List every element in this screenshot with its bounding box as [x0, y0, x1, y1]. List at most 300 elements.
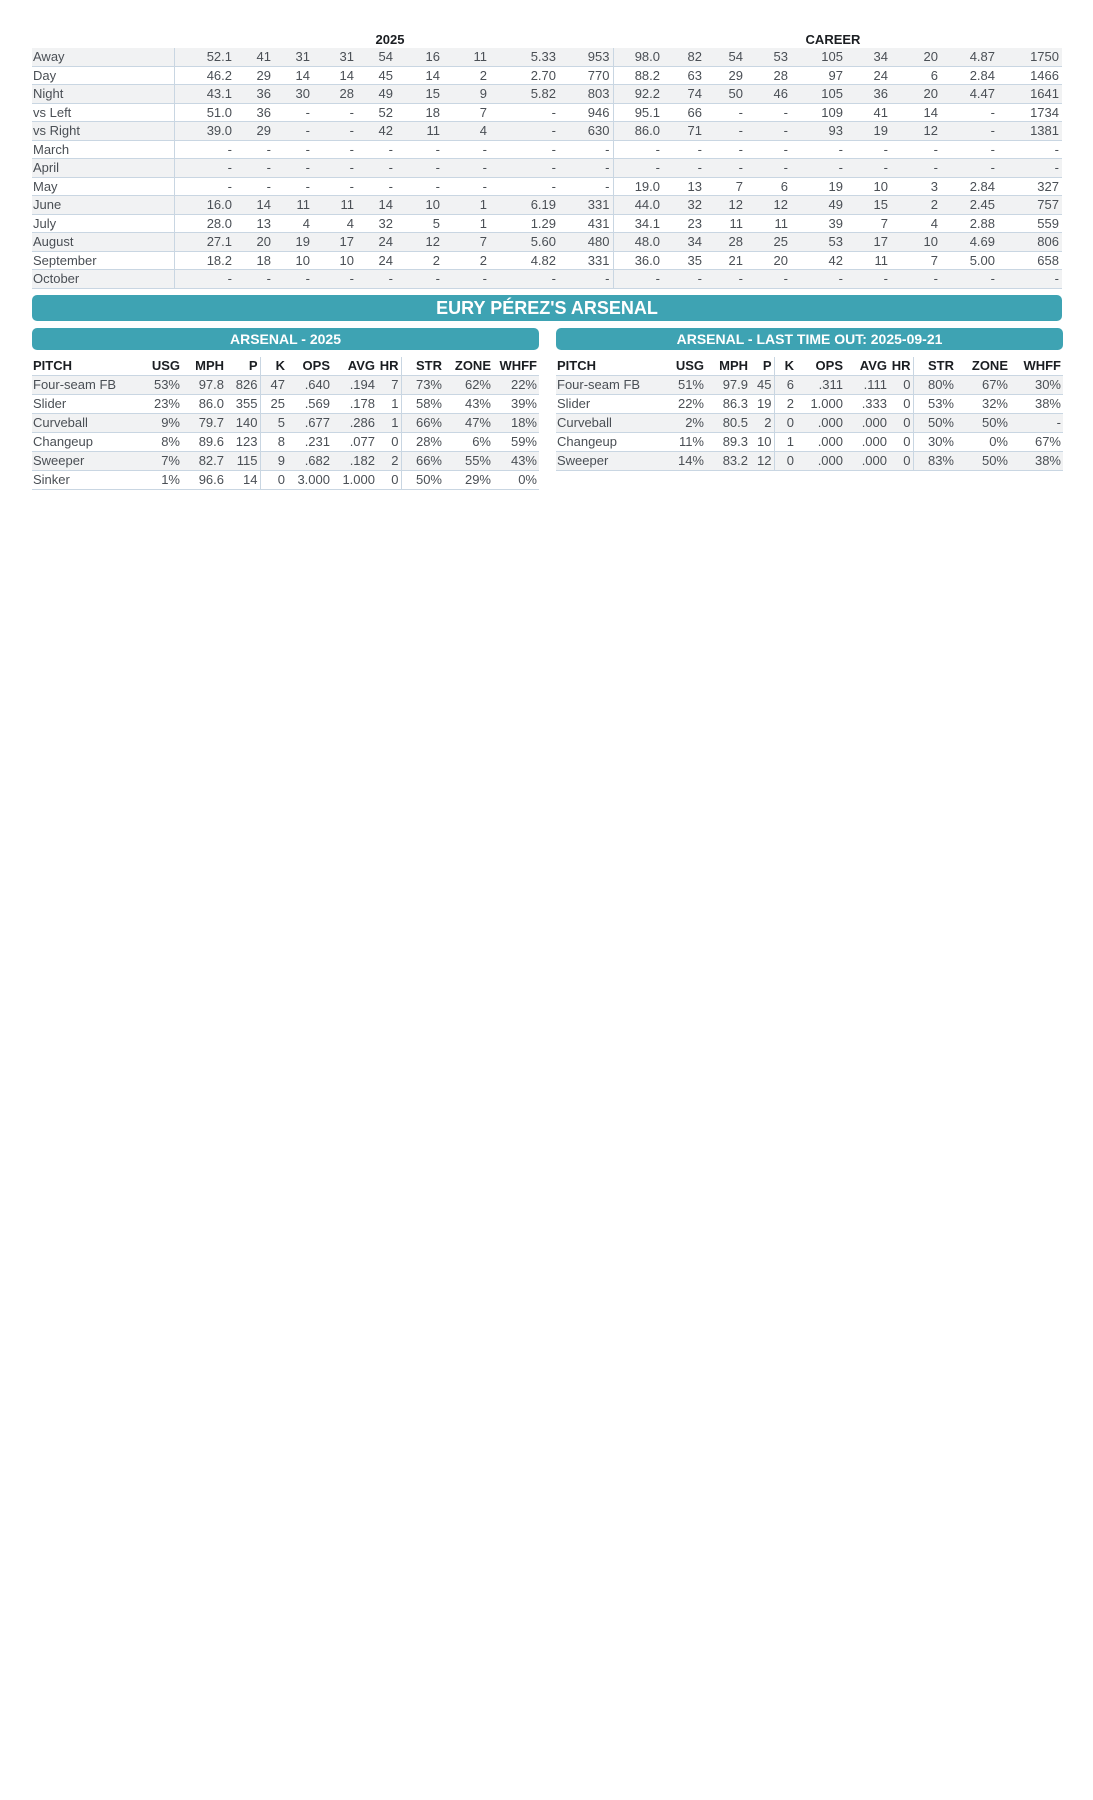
pitch-stat-cell: 51% — [668, 375, 706, 394]
pitch-stat-cell: 0 — [260, 470, 287, 489]
season-stat-cell: - — [490, 159, 559, 178]
pitch-stat-cell: 50% — [956, 451, 1010, 470]
season-stat-cell: - — [559, 177, 613, 196]
split-label: October — [32, 270, 174, 289]
column-header: WHFF — [1010, 357, 1063, 376]
career-stat-cell: 50 — [705, 85, 746, 104]
column-header: OPS — [796, 357, 845, 376]
pitch-stat-cell: 0 — [889, 432, 913, 451]
season-stat-cell: 31 — [274, 48, 313, 66]
split-row — [32, 66, 1062, 85]
season-stat-cell: 4 — [274, 214, 313, 233]
season-stat-cell: 7 — [443, 233, 490, 252]
page — [32, 30, 1062, 508]
career-stat-cell: 71 — [663, 122, 705, 141]
season-stat-cell: 2 — [443, 251, 490, 270]
career-stat-cell: 12 — [705, 196, 746, 215]
column-header: MPH — [182, 357, 226, 376]
career-stat-cell: 4.69 — [941, 233, 998, 252]
pitch-stat-cell: - — [1010, 413, 1063, 432]
pitch-name: Sweeper — [556, 451, 668, 470]
career-stat-cell: 3 — [891, 177, 941, 196]
career-stat-cell: 53 — [746, 48, 791, 66]
split-label: September — [32, 251, 174, 270]
season-stat-cell: - — [443, 140, 490, 159]
career-stat-cell: 19 — [846, 122, 891, 141]
column-header: P — [226, 357, 260, 376]
pitch-stat-cell: 355 — [226, 394, 260, 413]
season-stat-cell: 14 — [396, 66, 443, 85]
career-stat-cell: 1381 — [998, 122, 1062, 141]
career-stat-cell: 53 — [791, 233, 846, 252]
split-row — [32, 270, 1062, 289]
season-stat-cell: - — [559, 270, 613, 289]
pitch-stat-cell: 0% — [956, 432, 1010, 451]
season-stat-cell: 331 — [559, 251, 613, 270]
pitch-stat-cell: 7% — [144, 451, 182, 470]
pitch-stat-cell: 1 — [377, 394, 401, 413]
pitch-stat-cell: 11% — [668, 432, 706, 451]
column-header: USG — [144, 357, 182, 376]
career-stat-cell: 36 — [846, 85, 891, 104]
pitch-stat-cell: .231 — [287, 432, 332, 451]
split-row — [32, 214, 1062, 233]
pitch-row — [556, 394, 1063, 413]
pitch-stat-cell: 80% — [913, 375, 956, 394]
career-stat-cell: 28 — [746, 66, 791, 85]
pitch-row — [556, 375, 1063, 394]
pitch-stat-cell: 0 — [774, 413, 796, 432]
career-stat-cell: 11 — [846, 251, 891, 270]
column-header: USG — [668, 357, 706, 376]
pitch-stat-cell: 96.6 — [182, 470, 226, 489]
season-stat-cell: 14 — [235, 196, 274, 215]
pitch-stat-cell: .182 — [332, 451, 377, 470]
career-stat-cell: 1641 — [998, 85, 1062, 104]
career-stat-cell: 28 — [705, 233, 746, 252]
pitch-stat-cell: 53% — [913, 394, 956, 413]
career-stat-cell: 20 — [891, 48, 941, 66]
season-stat-cell: - — [357, 270, 396, 289]
pitch-stat-cell: 89.3 — [706, 432, 750, 451]
career-stat-cell: 15 — [846, 196, 891, 215]
splits-table — [32, 48, 1062, 289]
season-stat-cell: 803 — [559, 85, 613, 104]
season-stat-cell: - — [490, 177, 559, 196]
pitch-stat-cell: 62% — [444, 375, 493, 394]
pitch-stat-cell: .000 — [845, 432, 889, 451]
pitch-name: Slider — [556, 394, 668, 413]
column-header: HR — [889, 357, 913, 376]
pitch-stat-cell: .682 — [287, 451, 332, 470]
season-stat-cell: 32 — [357, 214, 396, 233]
pitch-stat-cell: .194 — [332, 375, 377, 394]
season-stat-cell: 39.0 — [174, 122, 235, 141]
season-stat-cell: 18 — [235, 251, 274, 270]
season-stat-cell: - — [174, 270, 235, 289]
season-stat-cell: 36 — [235, 103, 274, 122]
pitch-stat-cell: .111 — [845, 375, 889, 394]
pitch-stat-cell: 23% — [144, 394, 182, 413]
career-stat-cell: 658 — [998, 251, 1062, 270]
career-stat-cell: 19.0 — [613, 177, 663, 196]
season-stat-cell: - — [396, 140, 443, 159]
career-stat-cell: 74 — [663, 85, 705, 104]
season-stat-cell: 5.82 — [490, 85, 559, 104]
career-stat-cell: 6 — [891, 66, 941, 85]
column-header: AVG — [332, 357, 377, 376]
pitch-stat-cell: 18% — [493, 413, 539, 432]
pitch-stat-cell: 9 — [260, 451, 287, 470]
season-stat-cell: - — [313, 177, 357, 196]
pitch-stat-cell: .077 — [332, 432, 377, 451]
season-stat-cell: 43.1 — [174, 85, 235, 104]
pitch-stat-cell: 2 — [377, 451, 401, 470]
career-stat-cell: - — [705, 140, 746, 159]
column-header: WHFF — [493, 357, 539, 376]
pitch-stat-cell: 2 — [750, 413, 774, 432]
pitch-stat-cell: 5 — [260, 413, 287, 432]
season-stat-cell: 17 — [313, 233, 357, 252]
career-stat-cell: 327 — [998, 177, 1062, 196]
career-stat-cell: - — [891, 140, 941, 159]
career-stat-cell: 19 — [791, 177, 846, 196]
season-stat-cell: 5 — [396, 214, 443, 233]
season-stat-cell: 11 — [396, 122, 443, 141]
career-stat-cell: 7 — [705, 177, 746, 196]
split-row — [32, 122, 1062, 141]
career-stat-cell: 49 — [791, 196, 846, 215]
season-stat-cell: 5.33 — [490, 48, 559, 66]
career-stat-cell: 10 — [846, 177, 891, 196]
pitch-stat-cell: 58% — [401, 394, 444, 413]
career-stat-cell: - — [663, 270, 705, 289]
arsenal-2025-panel — [32, 328, 539, 490]
career-stat-cell: 13 — [663, 177, 705, 196]
pitch-stat-cell: 83% — [913, 451, 956, 470]
season-stat-cell: 16 — [396, 48, 443, 66]
season-stat-cell: 49 — [357, 85, 396, 104]
pitch-name: Curveball — [32, 413, 144, 432]
pitch-stat-cell: 1.000 — [332, 470, 377, 489]
pitch-row — [32, 394, 539, 413]
career-stat-cell: 105 — [791, 85, 846, 104]
pitch-row — [32, 451, 539, 470]
column-header: ZONE — [956, 357, 1010, 376]
career-stat-cell: 806 — [998, 233, 1062, 252]
career-stat-cell: - — [941, 140, 998, 159]
split-label: June — [32, 196, 174, 215]
column-header: STR — [401, 357, 444, 376]
career-stat-cell: - — [613, 140, 663, 159]
career-stat-cell: 29 — [705, 66, 746, 85]
season-stat-cell: - — [313, 122, 357, 141]
career-stat-cell: 93 — [791, 122, 846, 141]
season-stat-cell: - — [559, 159, 613, 178]
split-label: vs Right — [32, 122, 174, 141]
season-stat-cell: 7 — [443, 103, 490, 122]
pitch-stat-cell: 14 — [226, 470, 260, 489]
pitch-stat-cell: 0 — [377, 432, 401, 451]
pitch-stat-cell: 8% — [144, 432, 182, 451]
column-header: HR — [377, 357, 401, 376]
season-stat-cell: 4 — [313, 214, 357, 233]
season-stat-cell: - — [313, 270, 357, 289]
pitch-stat-cell: 0 — [889, 375, 913, 394]
pitch-stat-cell: 25 — [260, 394, 287, 413]
pitch-stat-cell: 97.9 — [706, 375, 750, 394]
pitch-stat-cell: 80.5 — [706, 413, 750, 432]
career-stat-cell: 2.84 — [941, 66, 998, 85]
career-stat-cell: 5.00 — [941, 251, 998, 270]
pitch-stat-cell: 7 — [377, 375, 401, 394]
pitch-stat-cell: 67% — [1010, 432, 1063, 451]
split-label: May — [32, 177, 174, 196]
career-stat-cell: 11 — [705, 214, 746, 233]
career-stat-cell: 2 — [891, 196, 941, 215]
pitch-row — [32, 413, 539, 432]
season-stat-cell: - — [490, 270, 559, 289]
pitch-stat-cell: 86.0 — [182, 394, 226, 413]
career-stat-cell: - — [613, 159, 663, 178]
career-stat-cell: - — [746, 122, 791, 141]
career-stat-cell: 105 — [791, 48, 846, 66]
pitch-name: Slider — [32, 394, 144, 413]
career-stat-cell: 2.45 — [941, 196, 998, 215]
pitch-name: Sinker — [32, 470, 144, 489]
career-stat-cell: 32 — [663, 196, 705, 215]
pitch-stat-cell: .000 — [845, 451, 889, 470]
season-stat-cell: 10 — [274, 251, 313, 270]
split-row — [32, 251, 1062, 270]
career-stat-cell: 10 — [891, 233, 941, 252]
career-stat-cell: - — [891, 159, 941, 178]
season-stat-cell: 14 — [313, 66, 357, 85]
season-stat-cell: 2 — [443, 66, 490, 85]
career-stat-cell: 42 — [791, 251, 846, 270]
season-stat-cell: 10 — [396, 196, 443, 215]
pitch-stat-cell: 2% — [668, 413, 706, 432]
pitch-stat-cell: 140 — [226, 413, 260, 432]
pitch-stat-cell: 79.7 — [182, 413, 226, 432]
pitch-stat-cell: 38% — [1010, 394, 1063, 413]
career-stat-cell: - — [663, 159, 705, 178]
season-stat-cell: - — [357, 177, 396, 196]
column-header: ZONE — [444, 357, 493, 376]
season-stat-cell: - — [274, 122, 313, 141]
season-stat-cell: 14 — [357, 196, 396, 215]
season-stat-cell: 29 — [235, 66, 274, 85]
column-header: OPS — [287, 357, 332, 376]
career-header: CAREER — [805, 32, 861, 47]
season-stat-cell: 54 — [357, 48, 396, 66]
career-stat-cell: 36.0 — [613, 251, 663, 270]
season-stat-cell: 41 — [235, 48, 274, 66]
career-stat-cell: 1466 — [998, 66, 1062, 85]
season-stat-cell: 2 — [396, 251, 443, 270]
column-header: K — [774, 357, 796, 376]
season-stat-cell: 6.19 — [490, 196, 559, 215]
pitch-stat-cell: 9% — [144, 413, 182, 432]
season-stat-cell: - — [313, 159, 357, 178]
split-row — [32, 85, 1062, 104]
pitch-stat-cell: 30% — [913, 432, 956, 451]
season-stat-cell: 30 — [274, 85, 313, 104]
pitch-stat-cell: 3.000 — [287, 470, 332, 489]
pitch-stat-cell: 0 — [377, 470, 401, 489]
column-header: K — [260, 357, 287, 376]
season-stat-cell: 52 — [357, 103, 396, 122]
pitch-stat-cell: 47% — [444, 413, 493, 432]
split-row — [32, 177, 1062, 196]
career-stat-cell: 34 — [663, 233, 705, 252]
split-label: Night — [32, 85, 174, 104]
pitch-row — [32, 432, 539, 451]
split-label: July — [32, 214, 174, 233]
season-stat-cell: - — [274, 159, 313, 178]
pitch-stat-cell: 8 — [260, 432, 287, 451]
career-stat-cell: 2.88 — [941, 214, 998, 233]
career-stat-cell: 35 — [663, 251, 705, 270]
pitch-stat-cell: 0 — [889, 394, 913, 413]
season-stat-cell: - — [443, 159, 490, 178]
pitch-stat-cell: 14% — [668, 451, 706, 470]
career-stat-cell: 1734 — [998, 103, 1062, 122]
season-stat-cell: - — [174, 159, 235, 178]
career-stat-cell: 46 — [746, 85, 791, 104]
season-stat-cell: 42 — [357, 122, 396, 141]
season-stat-cell: - — [443, 177, 490, 196]
pitch-stat-cell: 66% — [401, 413, 444, 432]
career-stat-cell: 82 — [663, 48, 705, 66]
season-stat-cell: 11 — [313, 196, 357, 215]
career-stat-cell: 39 — [791, 214, 846, 233]
season-stat-cell: 31 — [313, 48, 357, 66]
season-stat-cell: - — [313, 103, 357, 122]
career-stat-cell: 7 — [891, 251, 941, 270]
season-stat-cell: 5.60 — [490, 233, 559, 252]
career-stat-cell: 41 — [846, 103, 891, 122]
season-stat-cell: - — [235, 177, 274, 196]
pitch-stat-cell: .178 — [332, 394, 377, 413]
season-stat-cell: 946 — [559, 103, 613, 122]
pitch-row — [556, 451, 1063, 470]
split-row — [32, 140, 1062, 159]
pitch-stat-cell: 97.8 — [182, 375, 226, 394]
season-stat-cell: - — [274, 177, 313, 196]
season-stat-cell: 24 — [357, 251, 396, 270]
season-stat-cell: 9 — [443, 85, 490, 104]
splits-header — [32, 30, 1062, 48]
pitch-stat-cell: 67% — [956, 375, 1010, 394]
season-stat-cell: 20 — [235, 233, 274, 252]
career-stat-cell: 34.1 — [613, 214, 663, 233]
season-stat-cell: 27.1 — [174, 233, 235, 252]
career-stat-cell: 63 — [663, 66, 705, 85]
pitch-stat-cell: .677 — [287, 413, 332, 432]
season-stat-cell: 11 — [443, 48, 490, 66]
career-stat-cell: - — [705, 159, 746, 178]
season-stat-cell: 4.82 — [490, 251, 559, 270]
career-stat-cell: - — [891, 270, 941, 289]
pitch-name: Curveball — [556, 413, 668, 432]
career-stat-cell: 23 — [663, 214, 705, 233]
split-row — [32, 48, 1062, 66]
season-stat-cell: 4 — [443, 122, 490, 141]
split-label: Day — [32, 66, 174, 85]
arsenal-banner: EURY PÉREZ'S ARSENAL — [32, 295, 1062, 321]
season-stat-cell: - — [490, 140, 559, 159]
pitch-name: Four-seam FB — [556, 375, 668, 394]
season-stat-cell: 10 — [313, 251, 357, 270]
career-stat-cell: 17 — [846, 233, 891, 252]
pitch-stat-cell: 73% — [401, 375, 444, 394]
career-stat-cell: - — [998, 270, 1062, 289]
pitch-stat-cell: 45 — [750, 375, 774, 394]
career-stat-cell: - — [941, 159, 998, 178]
season-stat-cell: 18 — [396, 103, 443, 122]
column-header: STR — [913, 357, 956, 376]
pitch-stat-cell: 50% — [401, 470, 444, 489]
career-stat-cell: 4.47 — [941, 85, 998, 104]
pitch-stat-cell: .569 — [287, 394, 332, 413]
career-stat-cell: 7 — [846, 214, 891, 233]
pitch-stat-cell: 0 — [889, 451, 913, 470]
season-stat-cell: - — [235, 270, 274, 289]
split-label: August — [32, 233, 174, 252]
pitch-name: Sweeper — [32, 451, 144, 470]
pitch-stat-cell: 6 — [774, 375, 796, 394]
season-stat-cell: 1.29 — [490, 214, 559, 233]
arsenal-last-panel — [556, 328, 1063, 471]
season-stat-cell: - — [313, 140, 357, 159]
pitch-stat-cell: 30% — [1010, 375, 1063, 394]
season-stat-cell: 1 — [443, 214, 490, 233]
season-stat-cell: - — [443, 270, 490, 289]
season-stat-cell: 51.0 — [174, 103, 235, 122]
pitch-stat-cell: 89.6 — [182, 432, 226, 451]
career-stat-cell: 12 — [746, 196, 791, 215]
career-stat-cell: - — [705, 270, 746, 289]
pitch-stat-cell: 39% — [493, 394, 539, 413]
season-stat-cell: - — [490, 122, 559, 141]
split-label: April — [32, 159, 174, 178]
pitch-stat-cell: 55% — [444, 451, 493, 470]
pitch-stat-cell: .286 — [332, 413, 377, 432]
season-stat-cell: - — [274, 270, 313, 289]
split-row — [32, 103, 1062, 122]
pitch-stat-cell: 59% — [493, 432, 539, 451]
split-label: vs Left — [32, 103, 174, 122]
career-stat-cell: - — [705, 103, 746, 122]
season-stat-cell: - — [274, 140, 313, 159]
career-stat-cell: 21 — [705, 251, 746, 270]
season-stat-cell: 630 — [559, 122, 613, 141]
career-stat-cell: 34 — [846, 48, 891, 66]
season-stat-cell: 18.2 — [174, 251, 235, 270]
career-stat-cell: - — [791, 270, 846, 289]
career-stat-cell: - — [846, 140, 891, 159]
season-stat-cell: 16.0 — [174, 196, 235, 215]
column-header: PITCH — [32, 357, 144, 376]
season-stat-cell: - — [357, 140, 396, 159]
season-stat-cell: 28 — [313, 85, 357, 104]
career-stat-cell: 1750 — [998, 48, 1062, 66]
season-stat-cell: 480 — [559, 233, 613, 252]
season-stat-cell: 770 — [559, 66, 613, 85]
season-stat-cell: - — [174, 177, 235, 196]
career-stat-cell: - — [998, 140, 1062, 159]
